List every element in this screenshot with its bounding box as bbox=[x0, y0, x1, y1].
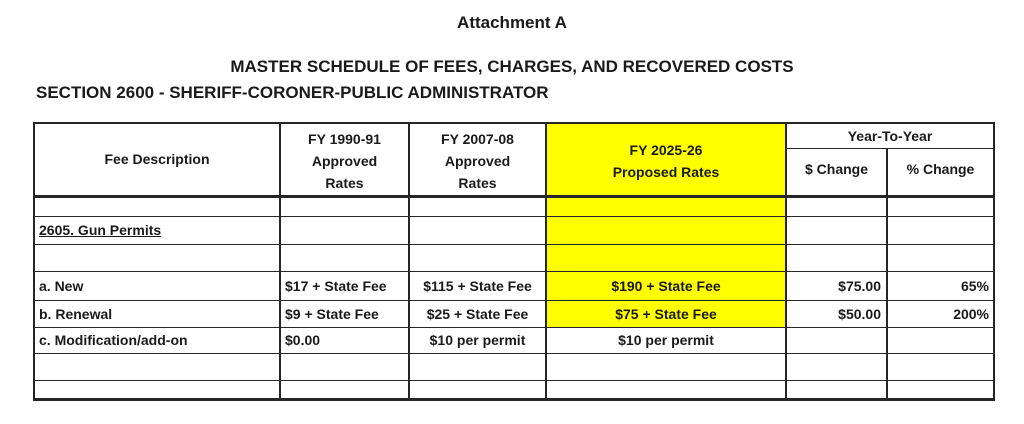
cell-dollar-change bbox=[786, 380, 887, 399]
cell-percent-change bbox=[887, 196, 994, 216]
table-row-renewal bbox=[34, 300, 994, 327]
header-fy-2025-26-proposed bbox=[546, 123, 786, 196]
header-fy-2007-08-line1: FY 2007-08 bbox=[441, 131, 514, 148]
gun-permits-label: 2605. Gun Permits bbox=[39, 222, 162, 238]
table-row-new bbox=[34, 271, 994, 300]
header-fy-1990-91-line1: FY 1990-91 bbox=[308, 131, 381, 148]
header-fy-2025-26-line2: Proposed Rates bbox=[612, 164, 720, 181]
cell-dollar-change-renewal: $50.00 bbox=[786, 300, 887, 327]
header-fy-2007-08-line3: Rates bbox=[458, 175, 497, 192]
cell-dollar-change bbox=[786, 353, 887, 380]
cell-dollar-change-new: $75.00 bbox=[786, 271, 887, 300]
table-row-modification bbox=[34, 327, 994, 353]
cell-desc-modification: c. Modification/add-on bbox=[34, 327, 280, 353]
cell-fy2025-renewal: $75 + State Fee bbox=[546, 300, 786, 327]
document-title: MASTER SCHEDULE OF FEES, CHARGES, AND RECOVERED COSTS bbox=[230, 57, 794, 76]
cell-desc bbox=[34, 380, 280, 399]
cell-fy2025 bbox=[546, 216, 786, 244]
header-percent-change: % Change bbox=[887, 148, 994, 196]
header-fy-1990-91-line2: Approved bbox=[311, 153, 378, 170]
cell-fy1990 bbox=[280, 216, 409, 244]
header-fy-2007-08-line2: Approved bbox=[444, 153, 511, 170]
cell-fy2025-new: $190 + State Fee bbox=[546, 271, 786, 300]
header-fy-2007-08 bbox=[409, 123, 546, 196]
cell-dollar-change bbox=[786, 244, 887, 271]
cell-fy1990 bbox=[280, 196, 409, 216]
header-fy-1990-91 bbox=[280, 123, 409, 196]
cell-fy2007 bbox=[409, 380, 546, 399]
table-row-gun-permits bbox=[34, 216, 994, 244]
table-header-row bbox=[34, 123, 994, 148]
cell-desc bbox=[34, 244, 280, 271]
cell-dollar-change-modification bbox=[786, 327, 887, 353]
section-heading: SECTION 2600 - SHERIFF-CORONER-PUBLIC ADMINISTRATOR bbox=[36, 83, 549, 102]
header-dollar-change: $ Change bbox=[786, 148, 887, 196]
table-row-spacer-4 bbox=[34, 380, 994, 399]
cell-desc-gun-permits bbox=[34, 216, 280, 244]
cell-fy1990 bbox=[280, 244, 409, 271]
cell-fy2007 bbox=[409, 196, 546, 216]
cell-percent-change bbox=[887, 216, 994, 244]
cell-percent-change bbox=[887, 353, 994, 380]
cell-fy2007-modification: $10 per permit bbox=[409, 327, 546, 353]
cell-desc-renewal: b. Renewal bbox=[34, 300, 280, 327]
header-fy-1990-91-line3: Rates bbox=[325, 175, 364, 192]
header-fee-description: Fee Description bbox=[34, 123, 280, 196]
table-row-spacer-2 bbox=[34, 244, 994, 271]
cell-fy2025 bbox=[546, 353, 786, 380]
header-year-to-year: Year-To-Year bbox=[786, 123, 994, 148]
cell-dollar-change bbox=[786, 216, 887, 244]
cell-fy2007-renewal: $25 + State Fee bbox=[409, 300, 546, 327]
table-row-spacer-1 bbox=[34, 196, 994, 216]
cell-fy2025 bbox=[546, 380, 786, 399]
cell-desc bbox=[34, 196, 280, 216]
cell-desc bbox=[34, 353, 280, 380]
fee-schedule-table bbox=[33, 122, 995, 401]
cell-fy2007-new: $115 + State Fee bbox=[409, 271, 546, 300]
cell-fy1990-modification: $0.00 bbox=[280, 327, 409, 353]
cell-fy1990-renewal: $9 + State Fee bbox=[280, 300, 409, 327]
cell-fy1990-new: $17 + State Fee bbox=[280, 271, 409, 300]
cell-desc-new: a. New bbox=[34, 271, 280, 300]
cell-fy1990 bbox=[280, 353, 409, 380]
cell-fy2007 bbox=[409, 353, 546, 380]
cell-percent-change-new: 65% bbox=[887, 271, 994, 300]
cell-fy2025 bbox=[546, 244, 786, 271]
attachment-label: Attachment A bbox=[457, 13, 567, 32]
cell-percent-change-modification bbox=[887, 327, 994, 353]
cell-percent-change bbox=[887, 244, 994, 271]
header-fy-2025-26-line1: FY 2025-26 bbox=[629, 142, 703, 159]
table-row-spacer-3 bbox=[34, 353, 994, 380]
cell-fy2007 bbox=[409, 244, 546, 271]
cell-fy1990 bbox=[280, 380, 409, 399]
cell-percent-change bbox=[887, 380, 994, 399]
cell-dollar-change bbox=[786, 196, 887, 216]
cell-fy2025 bbox=[546, 196, 786, 216]
cell-fy2025-modification: $10 per permit bbox=[546, 327, 786, 353]
cell-fy2007 bbox=[409, 216, 546, 244]
cell-percent-change-renewal: 200% bbox=[887, 300, 994, 327]
